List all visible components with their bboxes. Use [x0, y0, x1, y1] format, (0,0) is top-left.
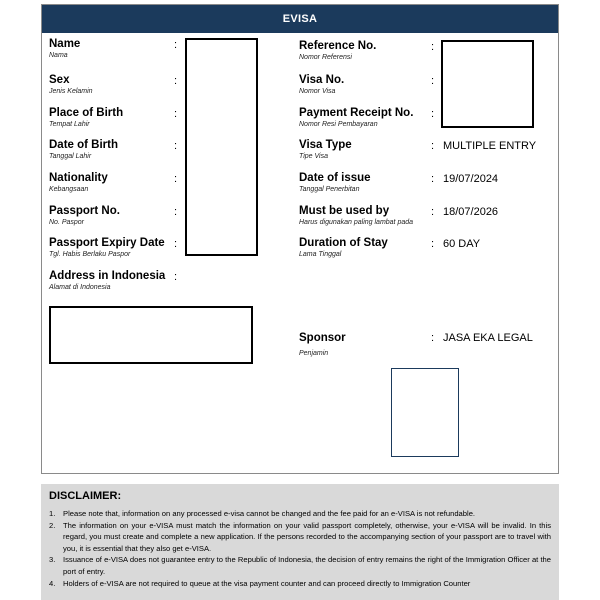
- field-sublabel: No. Paspor: [49, 219, 85, 226]
- disclaimer-item-number: 4.: [49, 578, 56, 588]
- field-label: Address in Indonesia: [49, 270, 166, 282]
- must-be-used-by-value: 18/07/2026: [443, 206, 499, 218]
- field-label: Duration of Stay: [299, 237, 388, 249]
- field-sponsor: [299, 332, 346, 358]
- field-reference-no: [299, 40, 376, 62]
- field-visa-type: [299, 139, 352, 161]
- field-name: [49, 38, 80, 60]
- field-label: Name: [49, 38, 81, 50]
- colon: :: [174, 173, 178, 185]
- field-must-be-used-by: [299, 205, 413, 227]
- colon: :: [174, 75, 178, 87]
- evisa-title: EVISA: [282, 13, 318, 25]
- field-sublabel: Tempat Lahir: [49, 121, 90, 128]
- disclaimer-item: [49, 520, 551, 555]
- field-sublabel: Penjamin: [299, 350, 329, 357]
- field-payment-receipt-no: [299, 107, 413, 129]
- field-label: Must be used by: [299, 205, 390, 217]
- field-label: Passport No.: [49, 205, 120, 217]
- colon: :: [174, 140, 178, 152]
- colon: :: [431, 238, 435, 250]
- field-label: Payment Receipt No.: [299, 107, 414, 119]
- duration-of-stay-value: 60 DAY: [443, 238, 481, 250]
- field-sublabel: Nomor Resi Pembayaran: [299, 121, 378, 128]
- field-date-of-birth: [49, 139, 118, 161]
- field-visa-no: [299, 74, 344, 96]
- evisa-header: [42, 5, 558, 33]
- colon: :: [431, 108, 435, 120]
- disclaimer-panel: [41, 484, 559, 600]
- date-of-issue-value: 19/07/2024: [443, 173, 499, 185]
- disclaimer-list: [49, 508, 551, 589]
- colon: :: [174, 108, 178, 120]
- colon: :: [431, 173, 435, 185]
- colon: :: [174, 238, 178, 250]
- field-label: Reference No.: [299, 40, 377, 52]
- disclaimer-item-text: Please note that, information on any processed e-visa cannot be changed and the fee paid for an e-VISA is not refundable.: [63, 509, 476, 518]
- disclaimer-item: [49, 508, 551, 520]
- colon: :: [174, 39, 178, 51]
- redacted-reference-box: [441, 40, 534, 128]
- colon: :: [431, 140, 435, 152]
- colon: :: [174, 271, 178, 283]
- redacted-address-box: [49, 306, 253, 364]
- field-sublabel: Nama: [49, 52, 68, 59]
- colon: :: [431, 206, 435, 218]
- field-sublabel: Jenis Kelamin: [49, 88, 93, 95]
- field-nationality: [49, 172, 108, 194]
- field-sublabel: Kebangsaan: [49, 186, 89, 193]
- field-label: Passport Expiry Date: [49, 237, 165, 249]
- field-label: Sex: [49, 74, 70, 86]
- field-label: Date of issue: [299, 172, 371, 184]
- field-label: Visa Type: [299, 139, 352, 151]
- evisa-card: [41, 4, 559, 474]
- photo-placeholder: [391, 368, 459, 457]
- disclaimer-item-text: The information on your e-VISA must match the information on your valid passport completely, otherwise, your e-VISA will be invalid. In this regard, you must create and complete a new application. If the persons recorded to the accompanying section of your passport are to travel with you, it is essential that they also get e-VISA.: [63, 520, 551, 553]
- disclaimer-item-number: 2.: [49, 520, 56, 530]
- disclaimer-item-text: Holders of e-VISA are not required to queue at the visa payment counter and can proceed directly to Immigration Counter: [63, 578, 471, 588]
- colon: :: [431, 332, 435, 344]
- field-label: Sponsor: [299, 332, 346, 344]
- field-sublabel: Nomor Visa: [299, 88, 336, 95]
- field-label: Date of Birth: [49, 139, 118, 151]
- disclaimer-title: DISCLAIMER:: [49, 490, 122, 502]
- colon: :: [174, 206, 178, 218]
- field-date-of-issue: [299, 172, 371, 194]
- field-address: [49, 270, 165, 292]
- sponsor-value: JASA EKA LEGAL: [443, 332, 533, 344]
- colon: :: [431, 75, 435, 87]
- visa-type-value: MULTIPLE ENTRY: [443, 140, 537, 152]
- field-sublabel: Nomor Referensi: [299, 54, 352, 61]
- colon: :: [431, 41, 435, 53]
- disclaimer-item-text: Issuance of e-VISA does not guarantee entry to the Republic of Indonesia, the decision of entry remains the right of the Immigration Officer at the port of entry.: [63, 555, 551, 576]
- field-sublabel: Tanggal Lahir: [49, 153, 92, 160]
- field-sublabel: Tanggal Penerbitan: [299, 186, 360, 193]
- field-sublabel: Tipe Visa: [299, 153, 328, 160]
- disclaimer-item: [49, 578, 551, 590]
- redacted-personal-data-box: [185, 38, 258, 256]
- disclaimer-item: [49, 554, 551, 577]
- field-passport-expiry: [49, 237, 165, 259]
- field-label: Nationality: [49, 172, 108, 184]
- field-sublabel: Lama Tinggal: [299, 251, 342, 258]
- field-passport-no: [49, 205, 120, 227]
- field-label: Place of Birth: [49, 107, 124, 119]
- field-sex: [49, 74, 93, 96]
- disclaimer-item-number: 1.: [49, 509, 56, 518]
- field-sublabel: Harus digunakan paling lambat pada: [299, 219, 414, 226]
- field-duration-of-stay: [299, 237, 388, 259]
- disclaimer-item-number: 3.: [49, 555, 56, 565]
- field-place-of-birth: [49, 107, 123, 129]
- field-label: Visa No.: [299, 74, 345, 86]
- field-sublabel: Alamat di Indonesia: [49, 284, 111, 291]
- field-sublabel: Tgl. Habis Berlaku Paspor: [49, 251, 131, 258]
